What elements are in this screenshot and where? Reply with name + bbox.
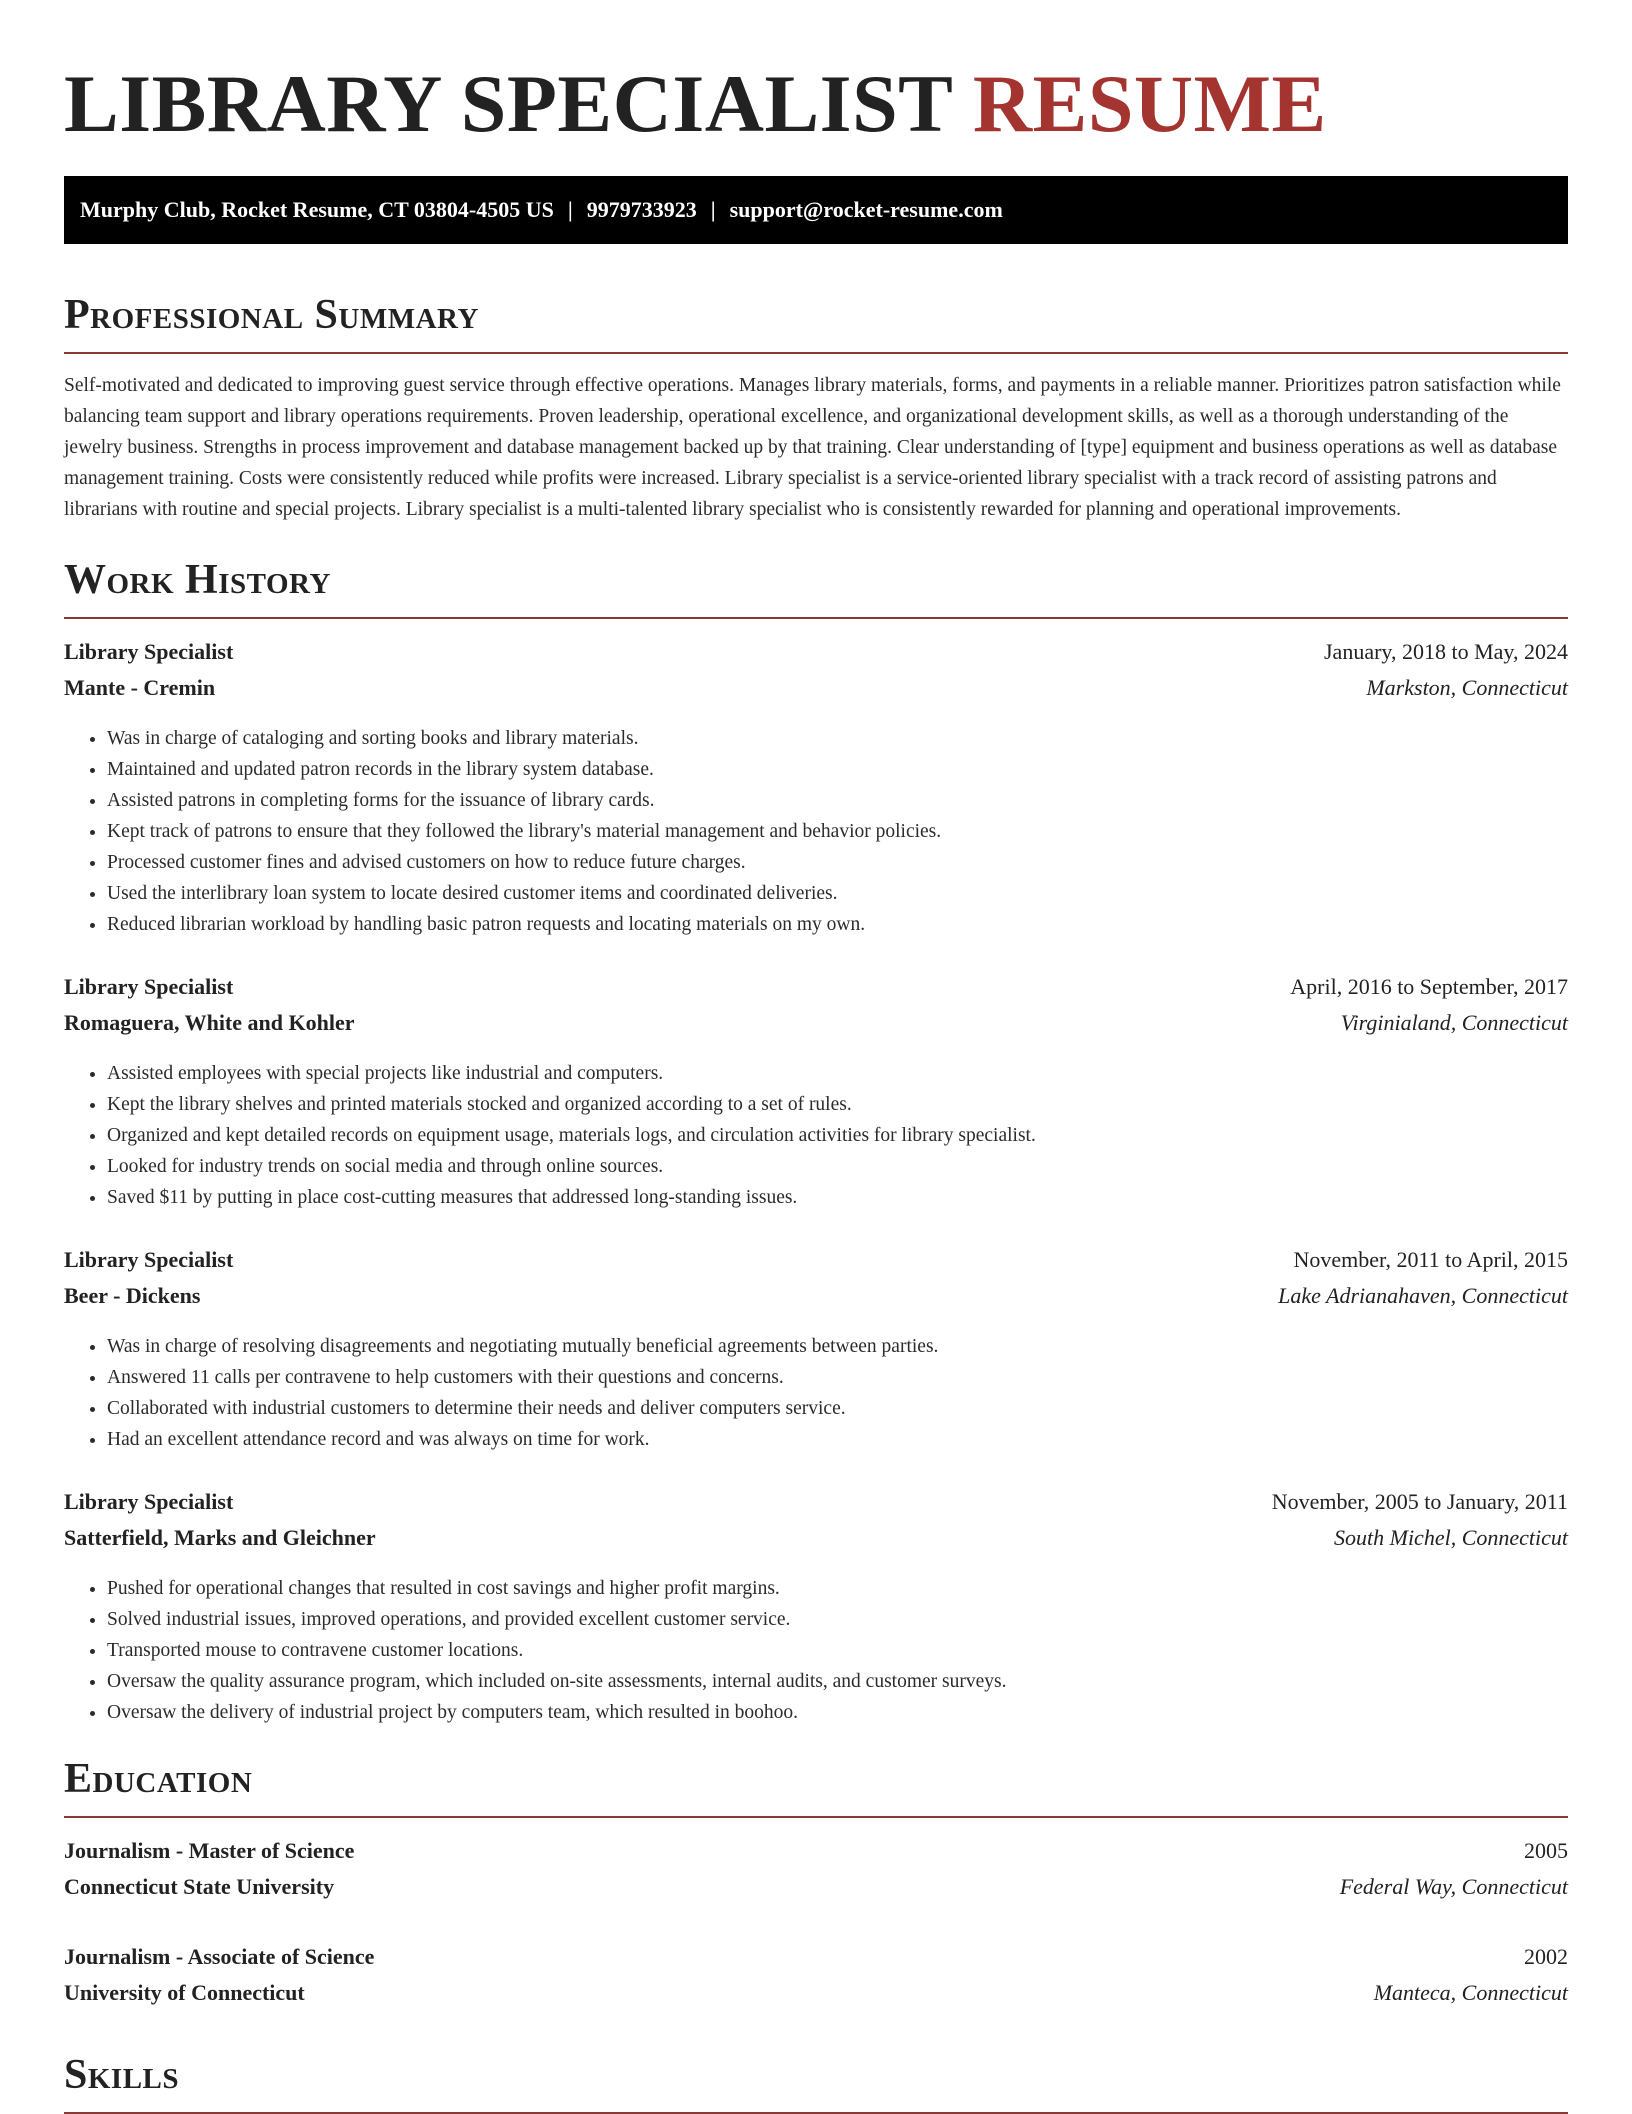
education-school: University of Connecticut [64,1980,305,2005]
job-bullet: • Reduced librarian workload by handling basic patron requests and locating materials on my own. [107,909,1568,940]
work-history-heading: Work History [64,555,1568,619]
job-header-row [64,974,1568,1010]
job-title: Library Specialist [64,1489,234,1514]
job-bullet: • Kept track of patrons to ensure that they followed the library's material management and behavior policies. [107,816,1568,847]
job-title: Library Specialist [64,1247,234,1272]
job-bullets [64,723,1568,940]
job-header-row [64,639,1568,675]
contact-separator: | [567,197,573,222]
job-dates: April, 2016 to September, 2017 [1290,974,1568,999]
contact-address: Murphy Club, Rocket Resume, CT 03804-4505 US [80,197,554,222]
job-company-row [64,1283,1568,1319]
job-entry [64,639,1568,940]
summary-heading: Professional Summary [64,290,1568,354]
job-bullet: • Maintained and updated patron records in the library system database. [107,754,1568,785]
title-accent: RESUME [972,58,1327,149]
education-school-row [64,1874,1568,1910]
job-bullet: • Solved industrial issues, improved operations, and provided excellent customer service. [107,1604,1568,1635]
skills-heading: Skills [64,2050,1568,2114]
contact-email: support@rocket-resume.com [729,197,1003,222]
job-bullet: • Oversaw the quality assurance program, which included on-site assessments, internal audits, and customer surveys. [107,1666,1568,1697]
skills-section [64,2050,1568,2114]
education-school-row [64,1980,1568,2016]
job-company: Mante - Cremin [64,675,216,700]
job-header-row [64,1247,1568,1283]
job-bullet: • Had an excellent attendance record and was always on time for work. [107,1424,1568,1455]
job-bullet: • Answered 11 calls per contravene to help customers with their questions and concerns. [107,1362,1568,1393]
education-degree: Journalism - Associate of Science [64,1944,375,1969]
job-bullets [64,1573,1568,1728]
education-section [64,1754,1568,2016]
job-bullet: • Processed customer fines and advised customers on how to reduce future charges. [107,847,1568,878]
job-title: Library Specialist [64,974,234,999]
job-title: Library Specialist [64,639,234,664]
job-bullet: • Oversaw the delivery of industrial project by computers team, which resulted in boohoo. [107,1697,1568,1728]
summary-section [64,290,1568,525]
job-bullet: • Collaborated with industrial customers to determine their needs and deliver computers service. [107,1393,1568,1424]
education-year: 2005 [1524,1838,1568,1863]
education-entry [64,1838,1568,1910]
job-location: Virginialand, Connecticut [1340,1010,1568,1035]
education-header-row [64,1838,1568,1874]
job-bullet: • Assisted patrons in completing forms for the issuance of library cards. [107,785,1568,816]
job-bullet: • Used the interlibrary loan system to locate desired customer items and coordinated deliveries. [107,878,1568,909]
job-company-row [64,1525,1568,1561]
summary-text: Self-motivated and dedicated to improving guest service through effective operations. Manages library materials, forms, and payments in a reliable manner. Prioritizes patron satisfaction while balancing team support and library operations requirements. Proven leadership, operational excellence, and organizational development skills, as well as a thorough understanding of the jewelry business. Strengths in process improvement and database management backed up by that training. Clear understanding of [type] equipment and business operations as well as database management training. Costs were consistently reduced while profits were increased. Library specialist is a service-oriented library specialist with a track record of assisting patrons and librarians with routine and special projects. Library specialist is a multi-talented library specialist who is consistently rewarded for planning and operational improvements. [64,375,1561,520]
job-bullet: • Transported mouse to contravene customer locations. [107,1635,1568,1666]
job-bullet: • Assisted employees with special projects like industrial and computers. [107,1058,1568,1089]
job-dates: January, 2018 to May, 2024 [1324,639,1568,664]
education-school: Connecticut State University [64,1874,335,1899]
job-bullet: • Was in charge of resolving disagreements and negotiating mutually beneficial agreements between parties. [107,1331,1568,1362]
education-degree: Journalism - Master of Science [64,1838,355,1863]
contact-bar [64,176,1568,244]
job-dates: November, 2011 to April, 2015 [1293,1247,1568,1272]
job-location: Lake Adrianahaven, Connecticut [1278,1283,1568,1308]
education-entry [64,1944,1568,2016]
job-company-row [64,675,1568,711]
job-dates: November, 2005 to January, 2011 [1271,1489,1568,1514]
job-company-row [64,1010,1568,1046]
job-entry [64,1247,1568,1455]
job-company: Satterfield, Marks and Gleichner [64,1525,376,1550]
education-heading: Education [64,1754,1568,1818]
job-company: Beer - Dickens [64,1283,201,1308]
job-location: Markston, Connecticut [1366,675,1568,700]
job-bullet: • Saved $11 by putting in place cost-cutting measures that addressed long-standing issues. [107,1182,1568,1213]
job-bullet: • Pushed for operational changes that resulted in cost savings and higher profit margins. [107,1573,1568,1604]
education-location: Manteca, Connecticut [1373,1980,1568,2005]
job-bullets [64,1058,1568,1213]
title-main: LIBRARY SPECIALIST [64,58,952,149]
contact-separator: | [710,197,716,222]
job-entry [64,974,1568,1213]
work-history-section [64,555,1568,1728]
education-location: Federal Way, Connecticut [1339,1874,1568,1899]
contact-phone: 9979733923 [586,197,697,222]
job-company: Romaguera, White and Kohler [64,1010,355,1035]
resume-title [64,0,1568,152]
education-header-row [64,1944,1568,1980]
job-bullet: • Organized and kept detailed records on equipment usage, materials logs, and circulation activities for library specialist. [107,1120,1568,1151]
job-bullet: • Kept the library shelves and printed materials stocked and organized according to a set of rules. [107,1089,1568,1120]
job-location: South Michel, Connecticut [1334,1525,1568,1550]
job-entry [64,1489,1568,1728]
education-year: 2002 [1524,1944,1568,1969]
job-bullets [64,1331,1568,1455]
job-bullet: • Was in charge of cataloging and sorting books and library materials. [107,723,1568,754]
job-header-row [64,1489,1568,1525]
job-bullet: • Looked for industry trends on social media and through online sources. [107,1151,1568,1182]
